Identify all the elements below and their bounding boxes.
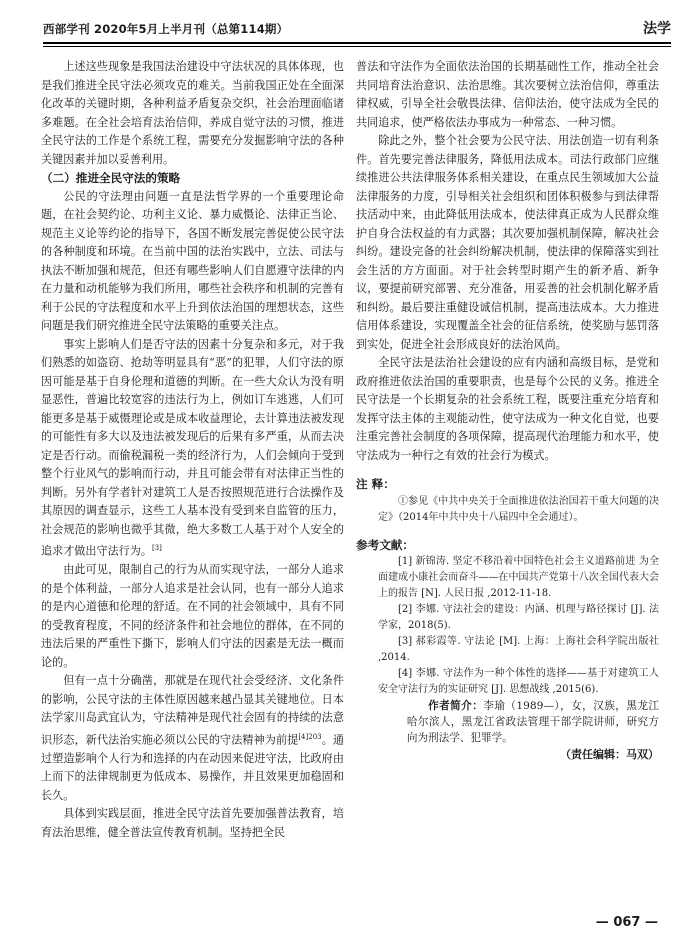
responsible-editor: （责任编辑：马双）: [560, 748, 659, 761]
note-item: ①参见《中共中央关于全面推进依法治国若干重大问题的决定》（2014年中共中央十八届四中全会通过）。: [378, 495, 659, 523]
paragraph: 由此可见，限制自己的行为从而实现守法，一部分人追求的是个体利益，一部分人追求是社会认同，也有一部分人追求的是内心道德和伦理的舒适。在不同的社会领域中，具有不同的受教育程度，不同的经济条件和社会地位的群体，在不同的违法后果的严重性下撕下，影响人们守法的因素是无法一概而论的。: [41, 563, 344, 669]
reference-item: [1] 新锦涛. 坚定不移沿着中国特色社会主义道路前进 为全面建成小康社会而奋斗——在中国共产党第十八次全国代表大会上的报告 [N]. 人民日报 ,2012-11-18.: [378, 556, 659, 599]
paragraph: 除此之外，整个社会要为公民守法、用法创造一切有利条件。首先要完善法律服务，降低用法成本。司法行政部门应继续推进公共法律服务体系相关建设，在重点民生领域加大公益法律服务的力度，引导相关社会组织和团体积极参与到法律帮扶活动中来，由此降低用法成本，使法律真正成为人民群众维护自身合法权益的有力武器；其次要加强机制保障，解决社会纠纷。建设完备的社会纠纷解决机制，使法律的保障落实到社会生活的方方面面。对于社会转型时期产生的新矛盾、新争议，要提前研究部署、充分准备，用妥善的社会机制化解矛盾和纠纷。最后要注重健设诚信机制，提高违法成本。大力推进信用体系建设，实现覆盖全社会的征信系统，使奖励与惩罚落到实处，促进全社会形成良好的法治风尚。: [356, 134, 659, 351]
section-heading: （二）推进全民守法的策略: [41, 171, 181, 185]
author-text: 李瑜（1989—），女，汉族，黑龙江哈尔滨人，黑龙江省政法管理干部学院讲师，研究方向为刑法学、犯罪学。: [406, 700, 659, 744]
paragraph: 具体到实践层面，推进全民守法首先要加强普法教育，培育法治思维，健全普法宣传教育机制。坚持把全民: [41, 807, 344, 839]
reference-item: [4] 李娜. 守法作为一种个体性的选择——基于对建筑工人安全守法行为的实证研究 [J]. 思想战线 ,2015(6).: [378, 668, 659, 695]
paragraph: 全民守法是法治社会建设的应有内涵和高级目标，是党和政府推进依法治国的重要职责，也是每个公民的义务。推进全民守法是一个长期复杂的社会系统工程，既要注重充分培育和发挥守法主体的主观能动性，使守法成为一种文化自觉，也要注重完善社会制度的各项保障，提高现代治理能力和水平，使守法成为一种行之有效的社会行为模式。: [356, 356, 659, 462]
paragraph: [41, 672, 344, 805]
citation-mark: [4]203: [298, 732, 322, 741]
references-heading: 参考文献：: [356, 537, 414, 552]
page-header: [43, 18, 671, 42]
author-bio: [356, 698, 659, 746]
citation-mark: [3]: [151, 544, 162, 552]
header-rule-thin: [43, 46, 671, 47]
section-label: 法学: [643, 21, 671, 37]
notes-heading: 注 释：: [356, 477, 395, 491]
paragraph-continued: 普法和守法作为全面依法治国的长期基础性工作，推动全社会共同培育法治意识、法治思维。其次要树立法治信仰，尊重法律权威，引导全社会敬畏法律、信仰法治，使守法成为全民的共同追求，使严格依法办事成为一种常态、一种习惯。: [356, 60, 659, 129]
paragraph: 公民的守法理由问题一直是法哲学界的一个重要理论命题，在社会契约论、功利主义论、暴力威慑论、法律正当论、规范主义论等约论的指导下，各国不断发展完善促使公民守法的各种制度和环境。在当前中国的法治实践中，立法、司法与执法不断加强和规范，但还有哪些影响人们自愿遵守法律的内在力量和动机能够为我们所用，哪些社会秩序和机制的完善有利于公民的守法程度和水平上升到依法治国的理想状态，这些问题是我们研究推进全民守法策略的重要关注点。: [41, 189, 344, 332]
paragraph-text: 。通过塑造影响个人行为和选择的内在动因来促进守法，比政府由上而下的法律规制更为低成本、易操作，并且效果更加稳固和长久。: [41, 733, 344, 802]
author-label: 作者简介：: [428, 700, 484, 712]
paragraph: 上述这些现象是我国法治建设中守法状况的具体体现，也是我们推进全民守法必须攻克的难关。当前我国正处在全面深化改革的关键时期，各种利益矛盾复杂交织，社会治理面临诸多难题。在全社会培育法治信仰，养成自觉守法的习惯，推进全民守法的工作是个系统工程，需要充分发掘影响守法的各种关键因素并加以妥善利用。: [41, 60, 344, 166]
left-column: [41, 58, 344, 842]
paragraph-text: 但有一点十分确凿，那就是在现代社会受经济、文化条件的影响，公民守法的主体性原因越来越凸显其关键地位。日本法学家川岛武宜认为，守法精神是现代社会固有的持续的法意识形态，新代法治实施必须以公民的守法精神为前提: [41, 674, 344, 747]
reference-item: [2] 李娜. 守法社会的建设：内涵、机理与路径探讨 [J]. 法学家，2018(5).: [378, 604, 659, 631]
reference-item: [3] 郝彩霞等. 守法论 [M]. 上海：上海社会科学院出版社 ,2014.: [378, 636, 659, 663]
right-column: [356, 58, 659, 765]
page-number: — 067 —: [595, 915, 658, 930]
journal-info: 西部学刊 2020年5月上半月刊（总第114期）: [43, 22, 289, 36]
paragraph: [41, 336, 344, 562]
paragraph-text: 事实上影响人们是否守法的因素十分复杂和多元，对于我们熟悉的如盗窃、抢劫等明显具有“恶”的犯罪，人们守法的原因可能是基于自身伦理和道德的判断。在一些大众认为没有明显恶性，普遍比较宽容的违法行为上，例如订车逃逃，人们可能更多是基于威慑理论或是成本收益理论，去计算违法被发现的可能性有多大以及违法被发现后的后果有多严重，从而去决定是否行动。而偷税漏税一类的经济行为，人们会倾向于受到整个行业风气的影响而行动，并且可能会带有对法律正当性的判断。另外有学者针对建筑工人是否按照规范进行合法操作及其原因的调查显示，这些工人基本没有受到来自监管的压力，社会规范的影响也微乎其微，绝大多数工人基于对个人安全的追求才做出守法行为。: [41, 337, 344, 558]
header-rule: [43, 42, 671, 44]
